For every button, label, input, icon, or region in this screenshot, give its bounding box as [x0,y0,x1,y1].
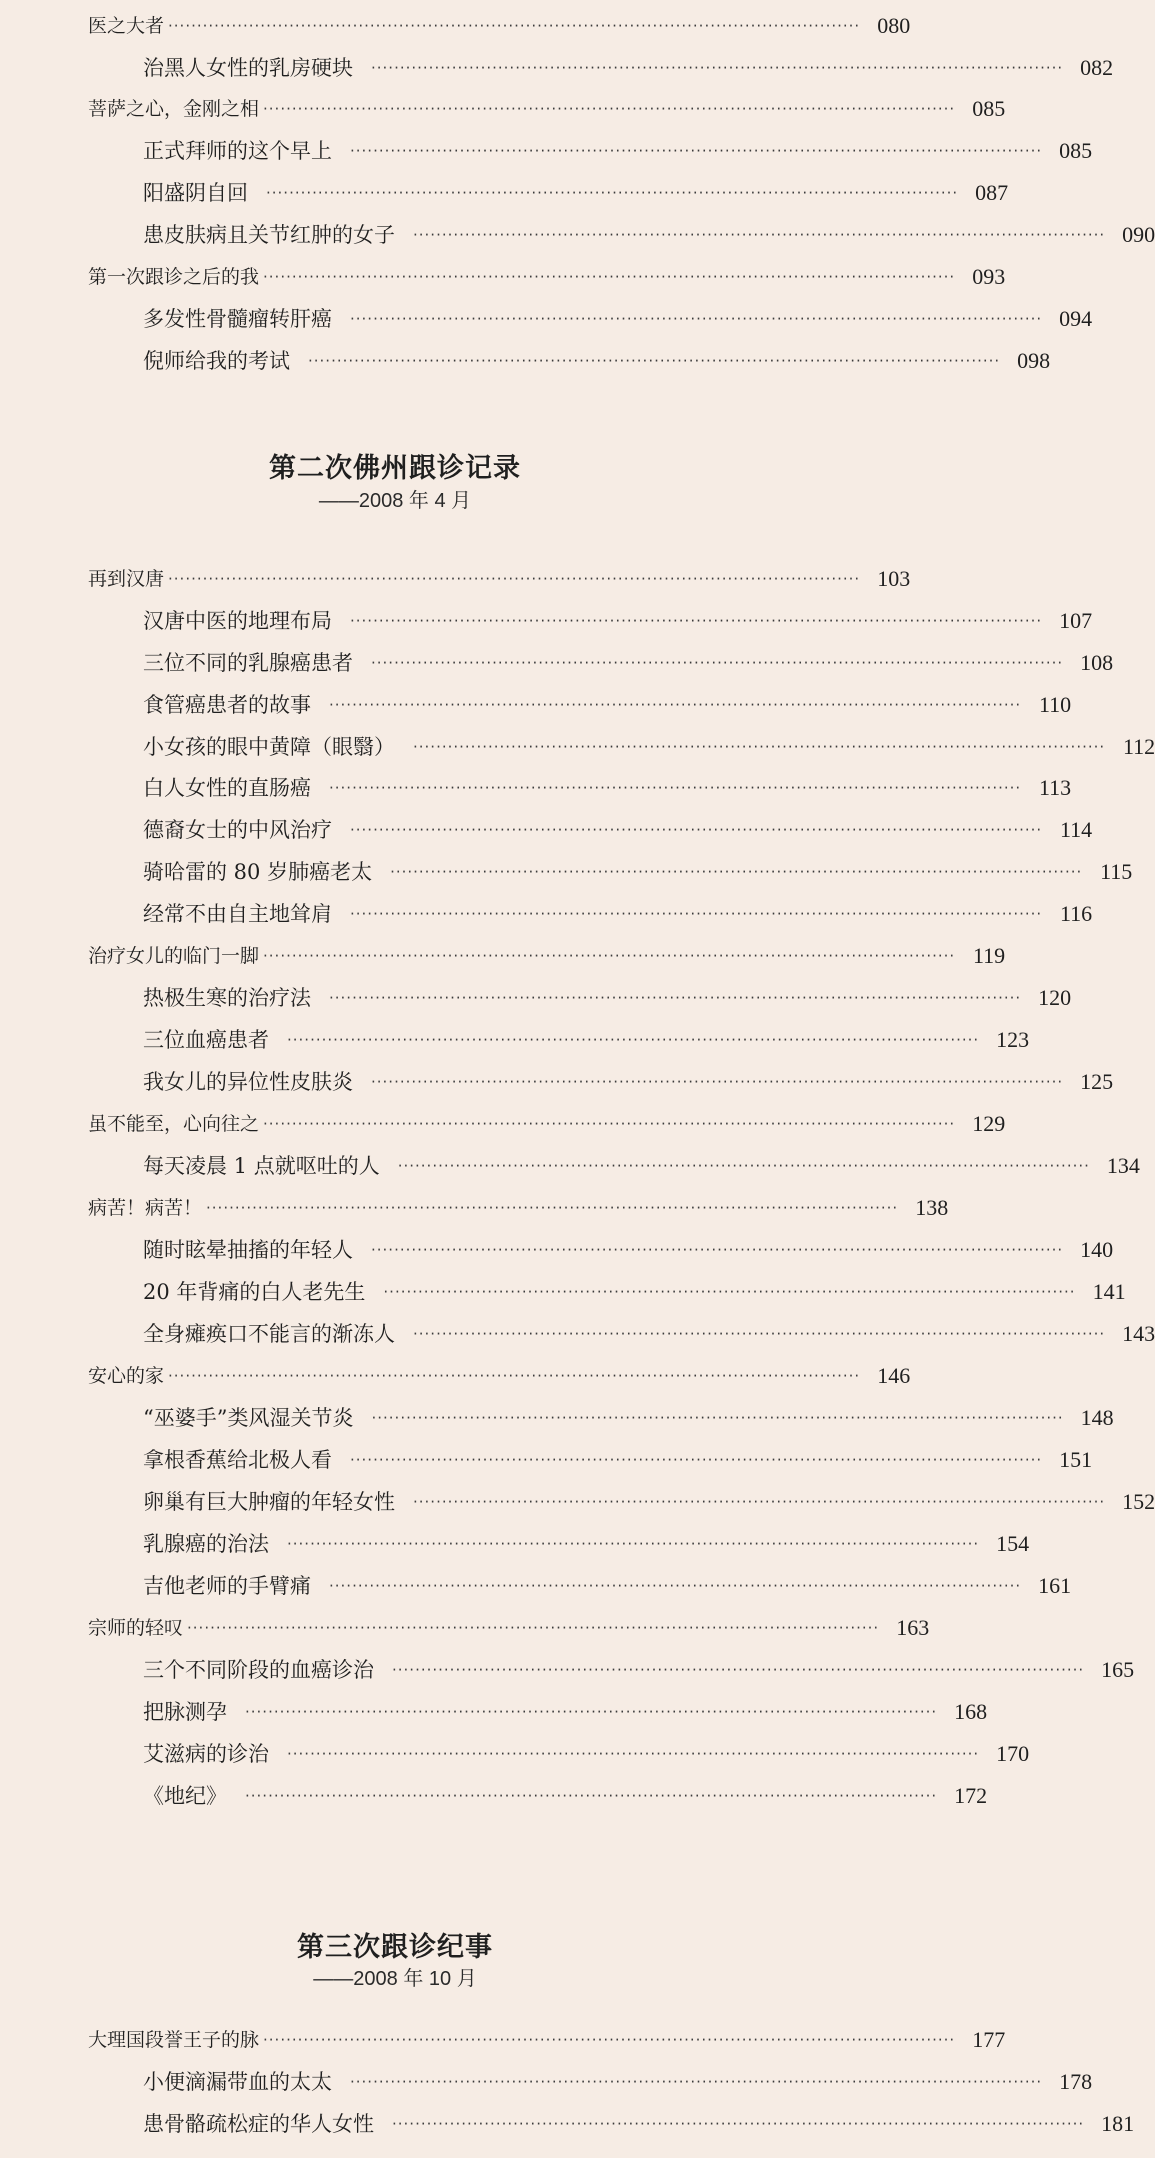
toc-section-entry[interactable] [0,1650,1135,1690]
toc-section-entry[interactable] [0,1314,1155,1354]
entry-title: 三位血癌患者 [143,1028,269,1052]
entry-title: 拿根香蕉给北极人看 [143,1448,332,1472]
entry-title: 《地纪》 [143,1784,227,1808]
dot-leader: ························································································································ [287,1535,980,1553]
dot-leader: ························································································································ [350,1451,1043,1469]
toc-section-entry[interactable] [0,894,1093,934]
dot-leader: ························································································································ [329,1577,1022,1595]
toc-chapter-entry[interactable] [0,2020,1006,2060]
toc-section-entry[interactable] [0,341,1051,381]
toc-section-entry[interactable] [0,1062,1114,1102]
entry-title: 20 年背痛的白人老先生 [143,1280,366,1304]
entry-title: 三位不同的乳腺癌患者 [143,651,353,675]
toc-section-entry[interactable] [0,215,1155,255]
page-number: 163 [896,1615,930,1640]
entry-title: 把脉测孕 [143,1700,227,1724]
toc-section-entry[interactable] [0,131,1093,171]
toc-section-entry[interactable] [0,1524,1030,1564]
dot-leader: ························································································································ [350,142,1043,160]
dot-leader: ························································································································ [187,1619,880,1637]
page-number: 120 [1038,985,1072,1010]
toc-section-entry[interactable] [0,1734,1030,1774]
dot-leader: ························································································································ [350,905,1043,923]
entry-title: 热极生寒的治疗法 [143,986,311,1010]
part-heading: 第二次佛州跟诊记录 [269,453,521,484]
page-number: 141 [1092,1279,1126,1304]
page-number: 085 [972,96,1006,121]
dot-leader: ························································································································ [413,1493,1106,1511]
page-number: 103 [877,566,911,591]
toc-chapter-entry[interactable] [0,257,1006,297]
toc-chapter-entry[interactable] [0,1608,930,1648]
page-number: 110 [1038,692,1072,717]
entry-title: 小女孩的眼中黄障（眼翳） [143,735,395,759]
page-number: 108 [1080,650,1114,675]
toc-chapter-entry[interactable] [0,1104,1006,1144]
dot-leader: ························································································································ [263,947,956,965]
dot-leader: ························································································································ [390,863,1083,881]
page-number: 177 [972,2027,1006,2052]
toc-section-entry[interactable] [0,1776,988,1816]
toc-section-entry[interactable] [0,685,1072,725]
page-number: 152 [1122,1489,1155,1514]
page-number: 114 [1059,817,1093,842]
page-number: 112 [1122,734,1155,759]
dot-leader: ························································································································ [371,1409,1064,1427]
dot-leader: ························································································································ [245,1787,938,1805]
toc-section-entry[interactable] [0,852,1133,892]
entry-title: 德裔女士的中风治疗 [143,818,332,842]
page-number: 129 [972,1111,1006,1136]
toc-section-entry[interactable] [0,1566,1072,1606]
dot-leader: ························································································································ [413,1325,1106,1343]
page-number: 151 [1059,1447,1093,1472]
toc-section-entry[interactable] [0,1440,1093,1480]
entry-title: 医之大者 [88,15,165,37]
page-number: 146 [877,1363,911,1388]
page-number: 178 [1059,2069,1093,2094]
dot-leader: ························································································································ [287,1745,980,1763]
entry-title: 大理国段誉王子的脉 [88,2029,260,2051]
dot-leader: ························································································································ [350,310,1043,328]
entry-title: 三个不同阶段的血癌诊治 [143,1658,374,1682]
dot-leader: ························································································································ [263,2031,956,2049]
entry-title: 我女儿的异位性皮肤炎 [143,1070,353,1094]
toc-section-entry[interactable] [0,1692,988,1732]
toc-chapter-entry[interactable] [0,559,911,599]
toc-section-entry[interactable] [0,1398,1114,1438]
page-number: 181 [1101,2111,1135,2136]
toc-section-entry[interactable] [0,1482,1155,1522]
dot-leader: ························································································································ [263,268,956,286]
page-number: 161 [1038,1573,1072,1598]
entry-title: 安心的家 [88,1365,165,1387]
entry-title: 随时眩晕抽搐的年轻人 [143,1238,353,1262]
entry-title: 卵巢有巨大肿瘤的年轻女性 [143,1490,395,1514]
page-number: 165 [1101,1657,1135,1682]
entry-title: 骑哈雷的 80 岁肺癌老太 [143,860,373,884]
toc-section-entry[interactable] [0,173,1009,213]
dot-leader: ························································································································ [263,100,956,118]
dot-leader: ························································································································ [263,1115,956,1133]
dot-leader: ························································································································ [350,612,1043,630]
entry-title: 宗师的轻叹 [88,1617,184,1639]
dot-leader: ························································································································ [329,989,1022,1007]
page-number: 125 [1080,1069,1114,1094]
entry-title: 再到汉唐 [88,568,165,590]
toc-section-entry[interactable] [0,1272,1126,1312]
entry-title: 患皮肤病且关节红肿的女子 [143,223,395,247]
page-number: 098 [1017,348,1051,373]
entry-title: 艾滋病的诊治 [143,1742,269,1766]
entry-title: 第一次跟诊之后的我 [88,266,260,288]
toc-chapter-entry[interactable] [0,1356,911,1396]
toc-section-entry[interactable] [0,1146,1140,1186]
page-number: 172 [954,1783,988,1808]
dot-leader: ························································································································ [413,226,1106,244]
dot-leader: ························································································································ [413,738,1106,756]
entry-title: 吉他老师的手臂痛 [143,1574,311,1598]
page-number: 116 [1059,901,1093,926]
entry-title: 倪师给我的考试 [143,349,290,373]
dot-leader: ························································································································ [308,352,1001,370]
page-number: 148 [1080,1405,1114,1430]
dot-leader: ························································································································ [206,1199,899,1217]
entry-title: 经常不由自主地耸肩 [143,902,332,926]
dot-leader: ························································································································ [266,184,959,202]
dot-leader: ························································································································ [350,821,1043,839]
entry-title: 治黑人女性的乳房硬块 [143,56,353,80]
page-number: 087 [975,180,1009,205]
toc-section-entry[interactable] [0,2062,1093,2102]
entry-title: “巫婆手”类风湿关节炎 [143,1406,354,1430]
dot-leader: ························································································································ [397,1157,1090,1175]
page-number: 090 [1122,222,1155,247]
page-number: 119 [973,943,1006,968]
toc-section-entry[interactable] [0,643,1114,683]
toc-section-entry[interactable] [0,48,1114,88]
dot-leader: ························································································································ [371,59,1064,77]
entry-title: 菩萨之心，金刚之相 [88,98,260,120]
toc-section-entry[interactable] [0,299,1093,339]
toc-chapter-entry[interactable] [0,1188,949,1228]
entry-title: 正式拜师的这个早上 [143,139,332,163]
page-number: 123 [996,1027,1030,1052]
page-number: 080 [877,13,911,38]
dot-leader: ························································································································ [383,1283,1076,1301]
entry-title: 虽不能至，心向往之 [88,1113,260,1135]
dot-leader: ························································································································ [329,779,1022,797]
page-number: 113 [1038,775,1072,800]
entry-title: 乳腺癌的治法 [143,1532,269,1556]
toc-chapter-entry[interactable] [0,6,911,46]
dot-leader: ························································································································ [287,1031,980,1049]
page-number: 115 [1100,859,1133,884]
dot-leader: ························································································································ [392,1661,1085,1679]
entry-title: 食管癌患者的故事 [143,693,311,717]
dot-leader: ························································································································ [329,696,1022,714]
entry-title: 患骨骼疏松症的华人女性 [143,2112,374,2136]
toc-chapter-entry[interactable] [0,936,1006,976]
entry-title: 汉唐中医的地理布局 [143,609,332,633]
dot-leader: ························································································································ [371,1241,1064,1259]
page-number: 082 [1080,55,1114,80]
entry-title: 病苦！病苦！ [88,1197,203,1219]
page-number: 143 [1122,1321,1155,1346]
page-number: 085 [1059,138,1093,163]
entry-title: 阳盛阴自回 [143,181,248,205]
dot-leader: ························································································································ [245,1703,938,1721]
page-number: 140 [1080,1237,1114,1262]
dot-leader: ························································································································ [371,1073,1064,1091]
dot-leader: ························································································································ [350,2073,1043,2091]
entry-title: 每天凌晨 1 点就呕吐的人 [143,1154,380,1178]
page-number: 138 [915,1195,949,1220]
dot-leader: ························································································································ [168,570,861,588]
toc-section-entry[interactable] [0,810,1093,850]
dot-leader: ························································································································ [392,2115,1085,2133]
dot-leader: ························································································································ [168,17,861,35]
part-date: ——2008 年 4 月 [318,490,472,512]
part-heading: 第三次跟诊纪事 [297,1932,493,1963]
toc-section-entry[interactable] [0,727,1155,767]
entry-title: 白人女性的直肠癌 [143,776,311,800]
part-date: ——2008 年 10 月 [313,1968,477,1990]
toc-section-entry[interactable] [0,978,1072,1018]
page-number: 154 [996,1531,1030,1556]
entry-title: 治疗女儿的临门一脚 [88,945,260,967]
toc-section-entry[interactable] [0,2104,1135,2144]
dot-leader: ························································································································ [168,1367,861,1385]
page-number: 093 [972,264,1006,289]
entry-title: 全身瘫痪口不能言的渐冻人 [143,1322,395,1346]
toc-section-entry[interactable] [0,768,1072,808]
toc-section-entry[interactable] [0,1020,1030,1060]
entry-title: 多发性骨髓瘤转肝癌 [143,307,332,331]
toc-section-entry[interactable] [0,601,1093,641]
page-number: 107 [1059,608,1093,633]
entry-title: 小便滴漏带血的太太 [143,2070,332,2094]
toc-section-entry[interactable] [0,1230,1114,1270]
toc-chapter-entry[interactable] [0,89,1006,129]
page-number: 168 [954,1699,988,1724]
page-number: 134 [1106,1153,1140,1178]
page-number: 170 [996,1741,1030,1766]
dot-leader: ························································································································ [371,654,1064,672]
page-number: 094 [1059,306,1093,331]
